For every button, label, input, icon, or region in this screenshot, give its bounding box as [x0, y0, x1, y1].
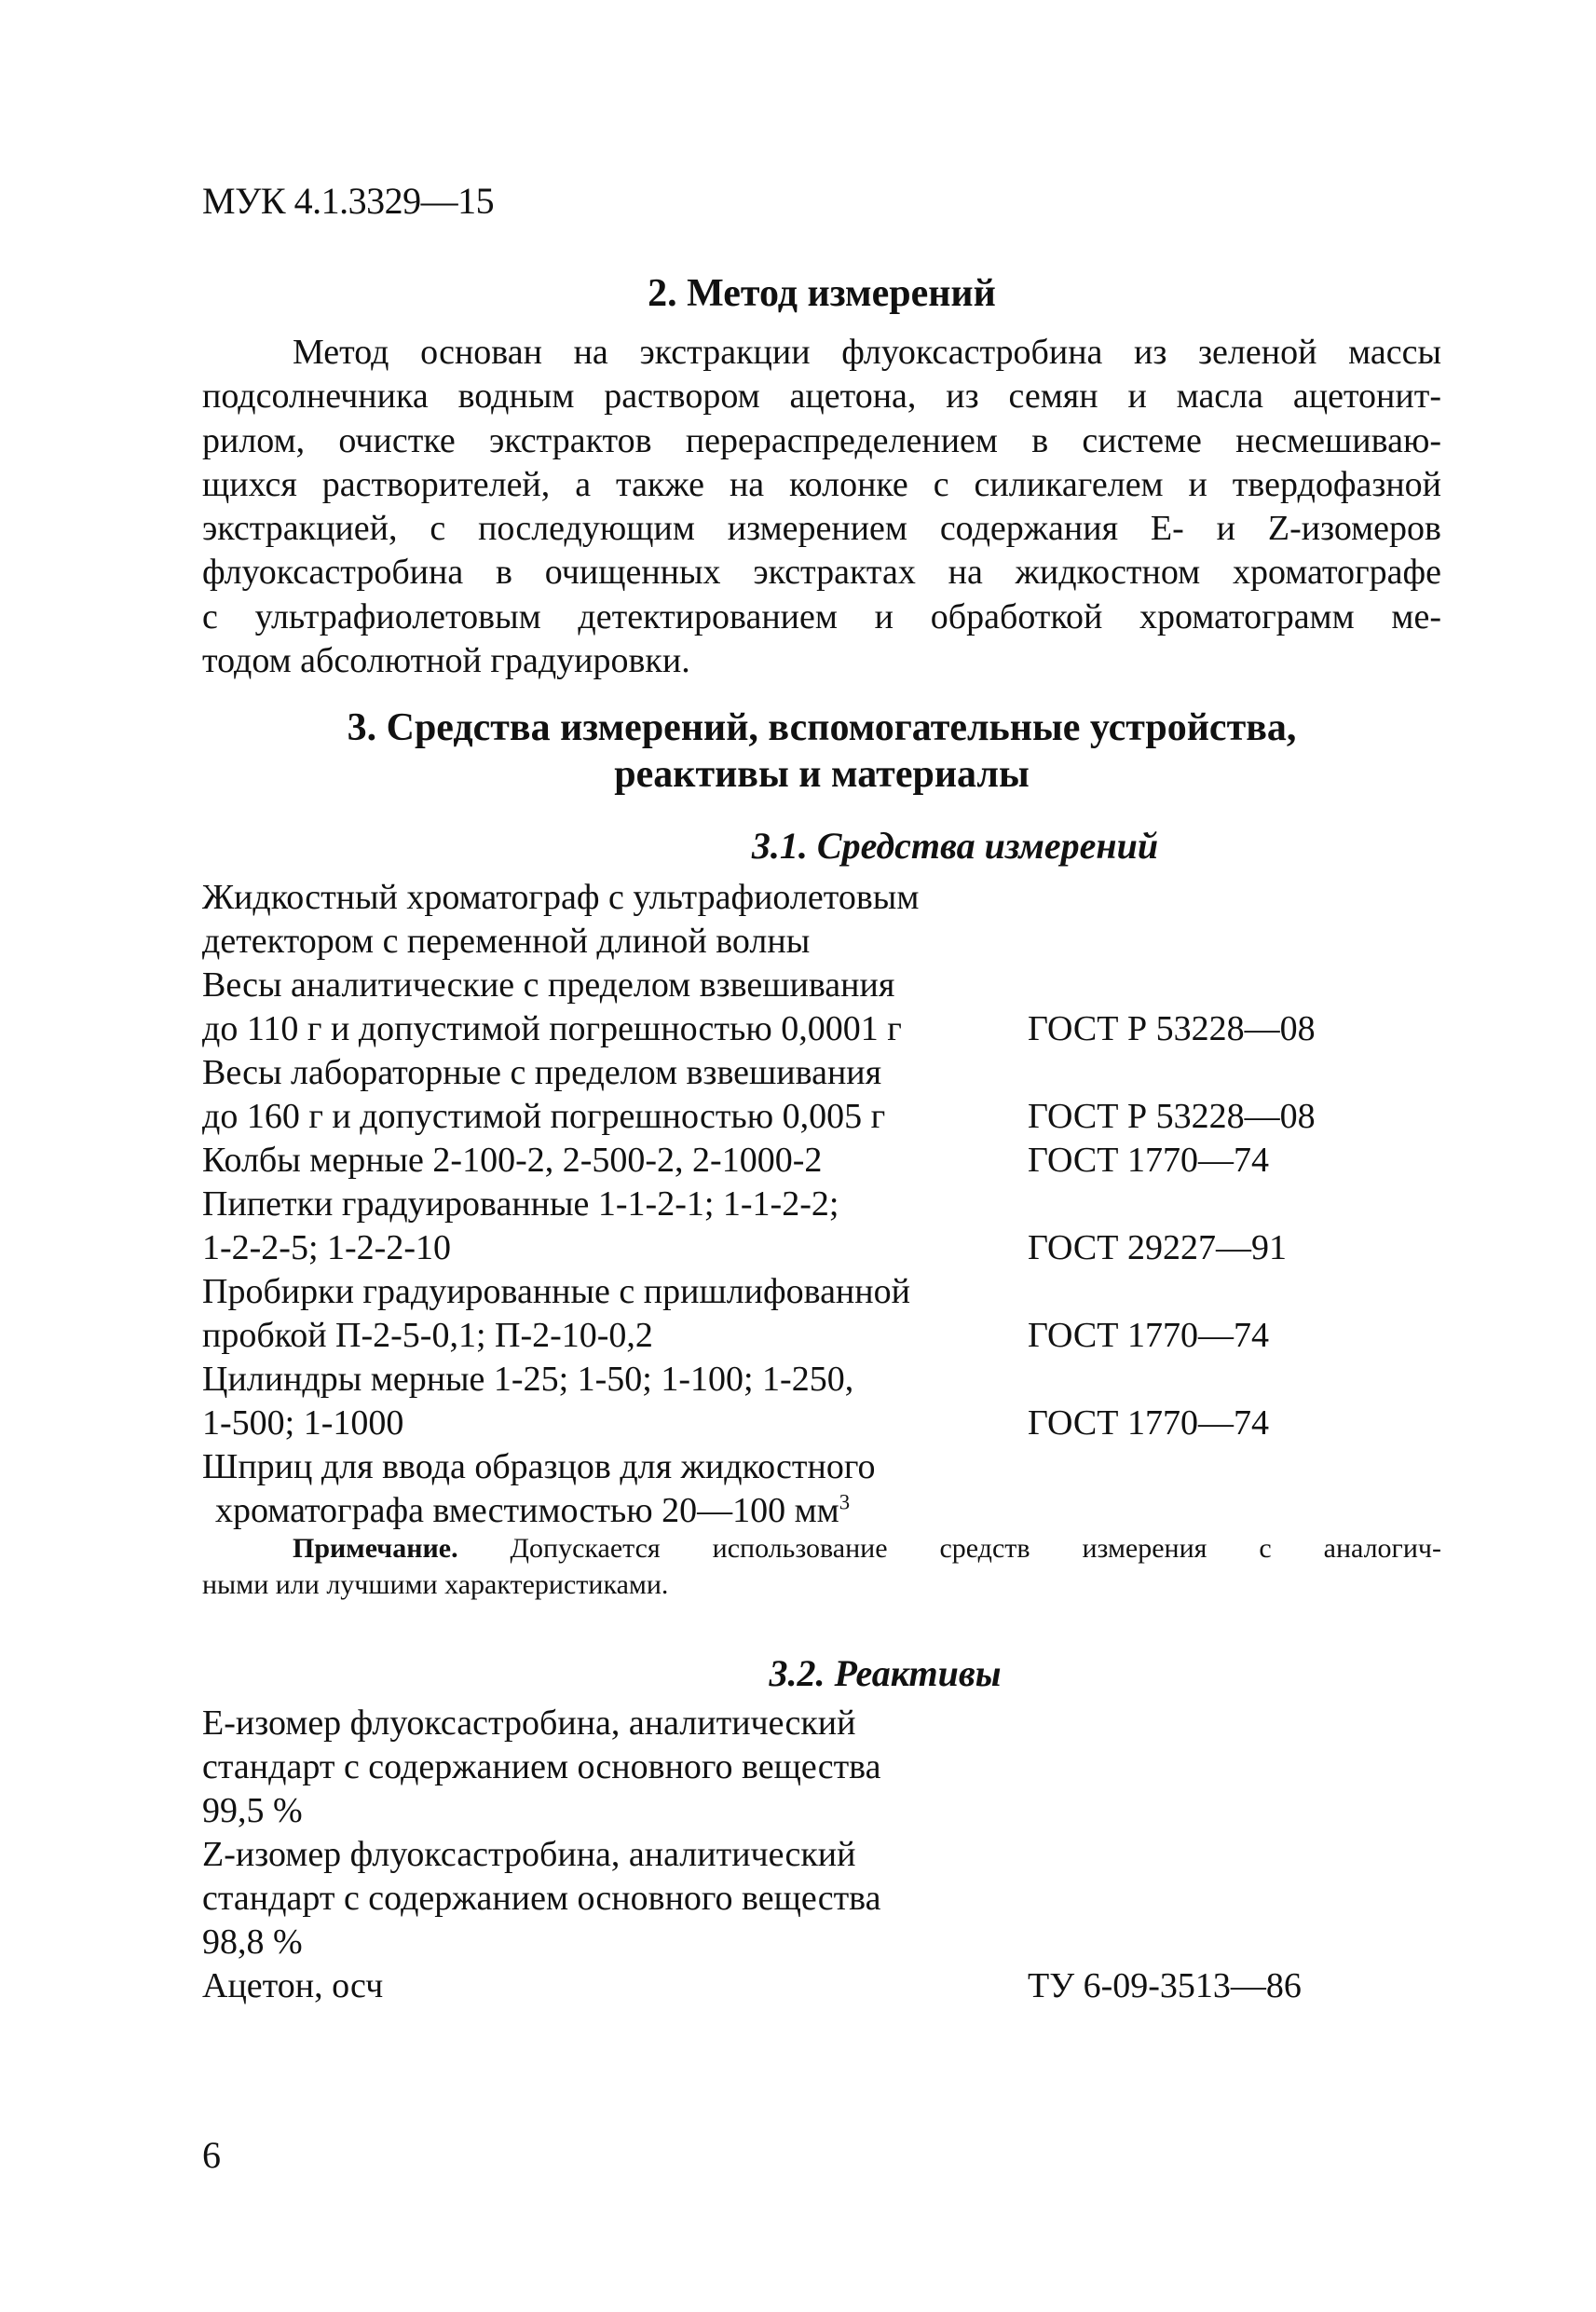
paragraph-line: щихся растворителей, а также на колонке с силикагелем и твердофазной: [202, 464, 1441, 504]
item-text: Весы аналитические с пределом взвешивания: [202, 965, 895, 1005]
item-text: до 160 г и допустимой погрешностью 0,005 г: [202, 1097, 886, 1136]
item-text: Пробирки градуированные с пришлифованной: [202, 1272, 910, 1311]
superscript: 3: [839, 1490, 851, 1514]
item-text: хроматографа вместимостью 20—100 мм: [215, 1491, 839, 1530]
section-2-paragraph: [202, 331, 1441, 683]
item-text: 1-500; 1-1000: [202, 1403, 404, 1443]
section-2-title: 2. Метод измерений: [648, 272, 996, 315]
note-line: ными или лучшими характеристиками.: [202, 1569, 669, 1600]
list-item: [202, 1139, 1441, 1183]
section-3-title: [202, 705, 1441, 798]
item-text: Ацетон, осч: [202, 1966, 384, 2005]
item-standard: ГОСТ Р 53228—08: [1028, 1009, 1316, 1048]
item-standard: ГОСТ Р 53228—08: [1028, 1097, 1316, 1136]
list-item: [202, 1964, 1441, 2008]
note-paragraph: [202, 1530, 1441, 1603]
item-text: 1-2-2-5; 1-2-2-10: [202, 1228, 451, 1267]
paragraph-line: Метод основан на экстракции флуоксастробина из зеленой массы: [293, 333, 1441, 372]
note-text: Допускается использование средств измерения с аналогич-: [457, 1533, 1441, 1564]
note-label: Примечание.: [293, 1533, 458, 1564]
item-text: Жидкостный хроматограф с ультрафиолетовым: [202, 878, 920, 917]
item-text: пробкой П-2-5-0,1; П-2-10-0,2: [202, 1316, 653, 1355]
list-item: [202, 1445, 1441, 1533]
item-text: Пипетки градуированные 1-1-2-1; 1-1-2-2;: [202, 1184, 839, 1224]
measurement-instruments-list: [202, 876, 1441, 1533]
reagents-list: [202, 1702, 1441, 2008]
list-item: [202, 1702, 1441, 1833]
list-item: [202, 1051, 1441, 1139]
running-header: МУК 4.1.3329—15: [202, 180, 495, 222]
section-3-title-line: реактивы и материалы: [614, 753, 1030, 796]
item-text: E-изомер флуоксастробина, аналитический: [202, 1703, 856, 1743]
item-text: Цилиндры мерные 1-25; 1-50; 1-100; 1-250,: [202, 1360, 854, 1399]
item-text: детектором с переменной длиной волны: [202, 922, 811, 961]
note-line: [202, 1530, 1441, 1566]
item-text: Z-изомер флуоксастробина, аналитический: [202, 1835, 856, 1874]
list-item: [202, 1270, 1441, 1358]
list-item: [202, 876, 1441, 964]
item-text: стандарт с содержанием основного вещества: [202, 1747, 881, 1786]
list-item: [202, 1183, 1441, 1270]
item-standard: ГОСТ 1770—74: [1028, 1403, 1269, 1443]
paragraph-line: флуоксастробина в очищенных экстрактах на жидкостном хроматографе: [202, 553, 1441, 593]
paragraph-line: тодом абсолютной градуировки.: [202, 641, 690, 681]
item-text: 98,8 %: [202, 1922, 303, 1962]
list-item: [202, 1358, 1441, 1445]
item-standard: ГОСТ 1770—74: [1028, 1316, 1269, 1355]
paragraph-line: с ультрафиолетовым детектированием и обработкой хроматограмм ме-: [202, 596, 1441, 636]
item-text-with-superscript: [202, 1489, 1013, 1533]
list-item: [202, 1833, 1441, 1964]
paragraph-line: подсолнечника водным раствором ацетона, из семян и масла ацетонит-: [202, 376, 1441, 417]
item-text: стандарт с содержанием основного вещества: [202, 1879, 881, 1918]
item-standard: ГОСТ 1770—74: [1028, 1141, 1269, 1180]
subsection-3-2-title: 3.2. Реактивы: [769, 1652, 1002, 1694]
item-standard: ТУ 6-09-3513—86: [1028, 1966, 1302, 2005]
item-text: Шприц для ввода образцов для жидкостного: [202, 1447, 876, 1486]
item-standard: ГОСТ 29227—91: [1028, 1228, 1287, 1267]
item-text: Колбы мерные 2-100-2, 2-500-2, 2-1000-2: [202, 1141, 823, 1180]
subsection-3-1-title: 3.1. Средства измерений: [751, 825, 1159, 867]
item-text: до 110 г и допустимой погрешностью 0,0001 г: [202, 1009, 902, 1048]
section-3-title-line: 3. Средства измерений, вспомогательные устройства,: [347, 706, 1297, 749]
list-item: [202, 964, 1441, 1051]
paragraph-line: рилом, очистке экстрактов перераспределением в системе несмешиваю-: [202, 420, 1441, 460]
item-text: Весы лабораторные с пределом взвешивания: [202, 1053, 882, 1092]
page-number: 6: [202, 2134, 221, 2176]
paragraph-line: экстракцией, с последующим измерением содержания E- и Z-изомеров: [202, 509, 1441, 549]
item-text: 99,5 %: [202, 1791, 303, 1830]
